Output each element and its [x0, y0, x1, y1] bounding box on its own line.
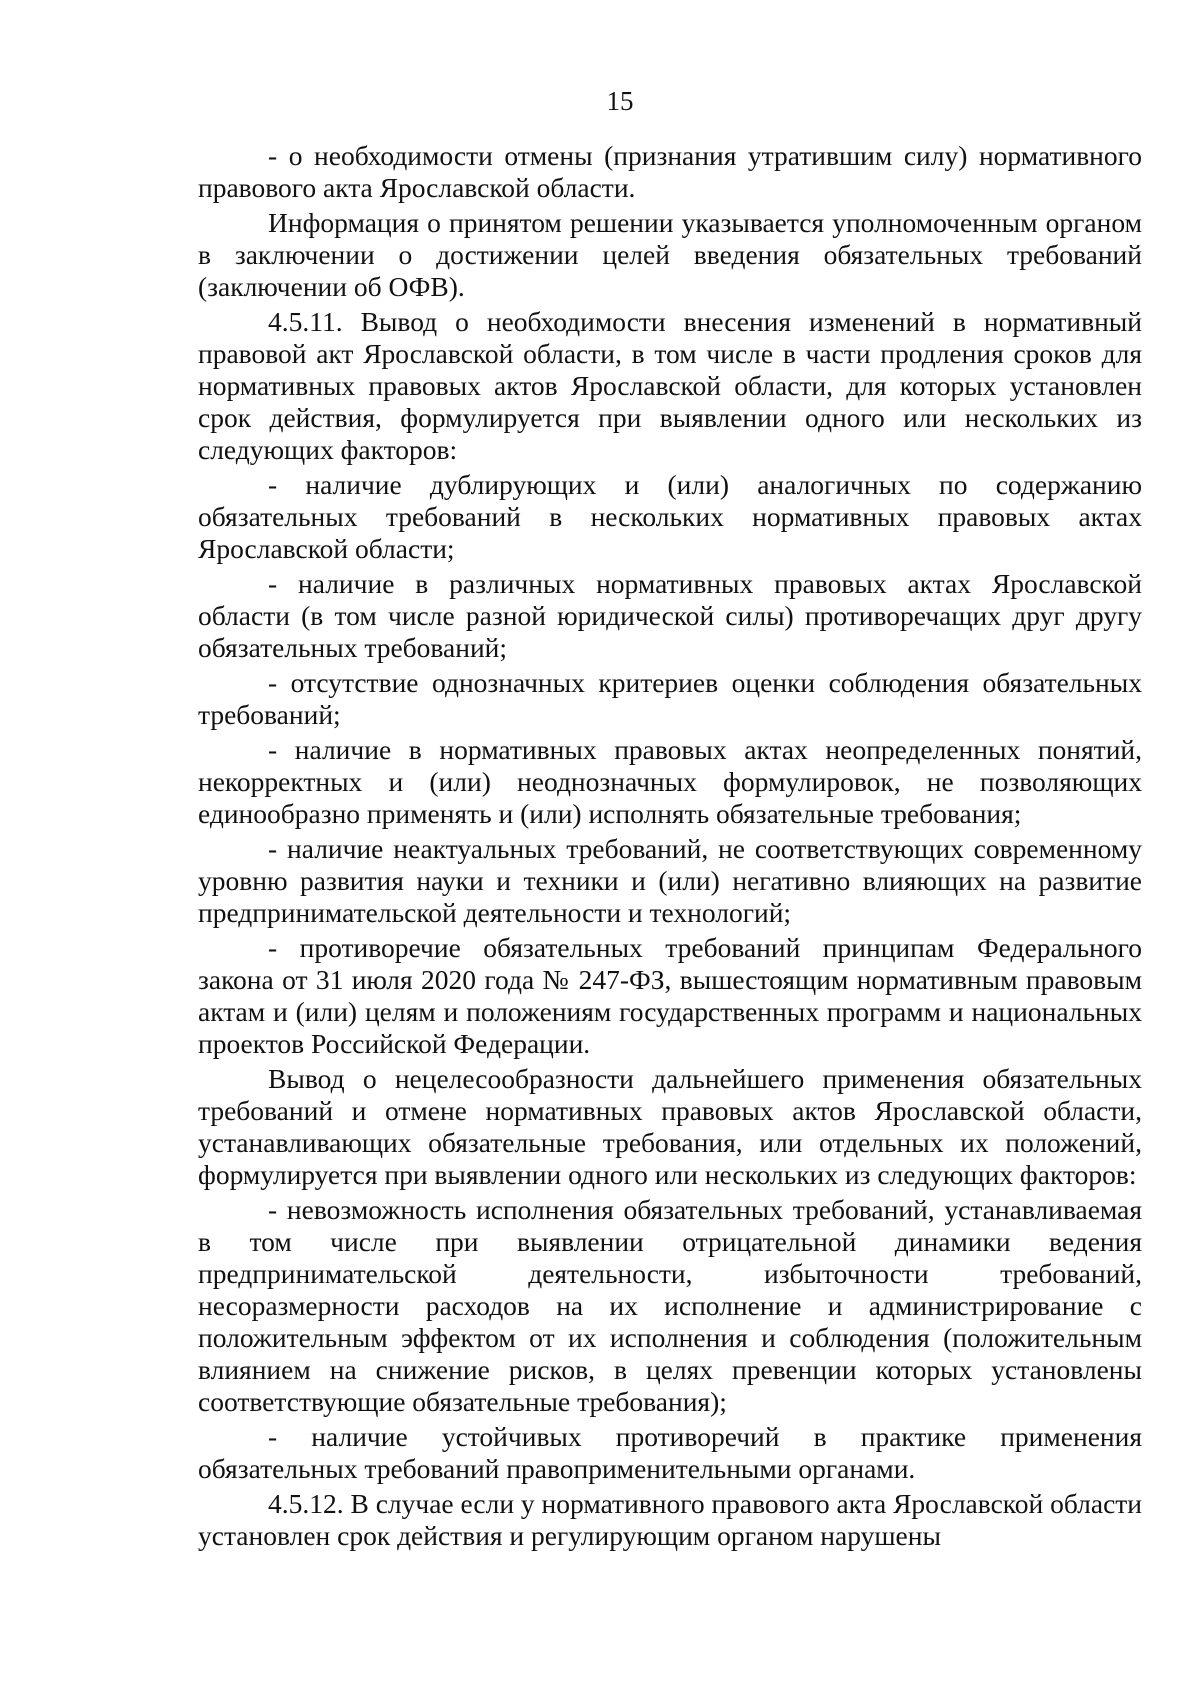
paragraph: - о необходимости отмены (признания утратившим силу) нормативного правового акта Ярославской области. [198, 140, 1142, 203]
document-body [198, 140, 1142, 1552]
paragraph: - наличие устойчивых противоречий в практике применения обязательных требований правоприменительными органами. [198, 1421, 1142, 1484]
paragraph: - наличие в нормативных правовых актах неопределенных понятий, некорректных и (или) неоднозначных формулировок, не позволяющих единообразно применять и (или) исполнять обязательные требования; [198, 734, 1142, 829]
paragraph: 4.5.11. Вывод о необходимости внесения изменений в нормативный правовой акт Ярославской области, в том числе в части продления сроков для нормативных правовых актов Ярославской области, для которых установлен срок действия, формулируется при выявлении одного или нескольких из следующих факторов: [198, 306, 1142, 465]
paragraph: - противоречие обязательных требований принципам Федерального закона от 31 июля 2020 года № 247-ФЗ, вышестоящим нормативным правовым актам и (или) целям и положениям государственных программ и национальных проектов Российской Федерации. [198, 932, 1142, 1059]
paragraph: - наличие неактуальных требований, не соответствующих современному уровню развития науки и техники и (или) негативно влияющих на развитие предпринимательской деятельности и технологий; [198, 833, 1142, 928]
page-number: 15 [606, 86, 634, 116]
paragraph: Информация о принятом решении указывается уполномоченным органом в заключении о достижении целей введения обязательных требований (заключении об ОФВ). [198, 207, 1142, 302]
paragraph: - невозможность исполнения обязательных требований, устанавливаемая в том числе при выявлении отрицательной динамики ведения предпринимательской деятельности, избыточности требований, несоразмерности расходов на их исполнение и администрирование с положительным эффектом от их исполнения и соблюдения (положительным влиянием на снижение рисков, в целях превенции которых установлены соответствующие обязательные требования); [198, 1194, 1142, 1417]
paragraph: 4.5.12. В случае если у нормативного правового акта Ярославской области установлен срок действия и регулирующим органом нарушены [198, 1488, 1143, 1551]
paragraph: - отсутствие однозначных критериев оценки соблюдения обязательных требований; [198, 667, 1142, 730]
paragraph: - наличие в различных нормативных правовых актах Ярославской области (в том числе разной юридической силы) противоречащих друг другу обязательных требований; [198, 568, 1142, 663]
paragraph: Вывод о нецелесообразности дальнейшего применения обязательных требований и отмене нормативных правовых актов Ярославской области, устанавливающих обязательные требования, или отдельных их положений, формулируется при выявлении одного или нескольких из следующих факторов: [198, 1063, 1142, 1190]
paragraph: - наличие дублирующих и (или) аналогичных по содержанию обязательных требований в нескольких нормативных правовых актах Ярославской области; [198, 469, 1142, 564]
